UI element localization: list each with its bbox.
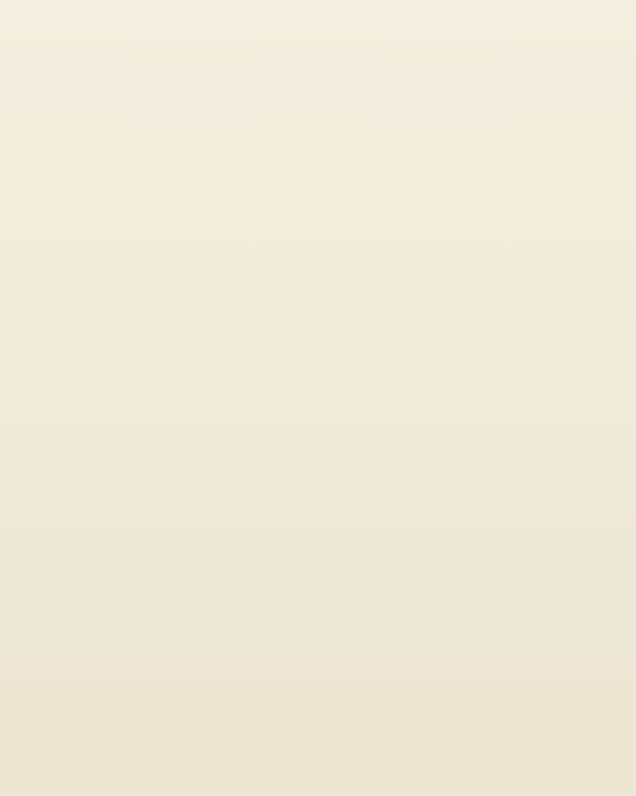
page-lower-band — [0, 680, 636, 796]
